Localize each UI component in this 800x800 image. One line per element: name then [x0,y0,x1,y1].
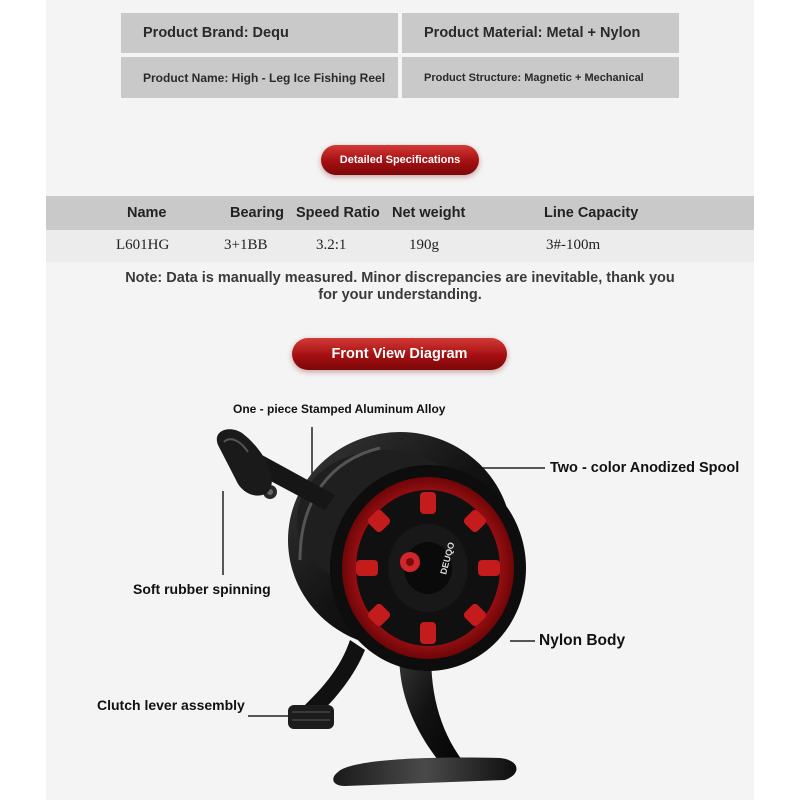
col-header-bearing: Bearing [230,205,284,221]
cell-net-weight: 190g [409,237,439,253]
cell-line-capacity: 3#-100m [546,237,601,253]
callout-stamped-alloy: One - piece Stamped Aluminum Alloy [233,402,446,416]
col-header-net-weight: Net weight [392,205,466,221]
cell-name: L601HG [116,237,170,253]
measurement-note: Note: Data is manually measured. Minor discrepancies are inevitable, thank you for your understanding. [125,270,675,303]
handle-knob [217,429,272,495]
spool [330,465,526,671]
callout-soft-rubber: Soft rubber spinning [133,581,271,597]
specs-section-title: Detailed Specifications [321,145,479,175]
callout-nylon-body: Nylon Body [539,632,626,649]
material-cell: Product Material: Metal + Nylon [402,13,679,53]
callout-anodized-spool: Two - color Anodized Spool [550,460,740,476]
clutch-lever [288,640,365,729]
diagram-section-title: Front View Diagram [292,338,507,370]
cell-speed-ratio: 3.2:1 [316,237,347,253]
col-header-line-capacity: Line Capacity [544,205,639,221]
brand-cell: Product Brand: Dequ [121,13,398,53]
cell-bearing: 3+1BB [224,237,268,253]
callout-clutch-lever: Clutch lever assembly [97,697,245,713]
col-header-speed-ratio: Speed Ratio [296,205,380,221]
col-header-name: Name [127,205,167,221]
product-name-cell: Product Name: High - Leg Ice Fishing Reel [121,57,398,98]
reel-logo: DEUQO [438,541,457,576]
structure-cell: Product Structure: Magnetic + Mechanical [402,57,679,98]
